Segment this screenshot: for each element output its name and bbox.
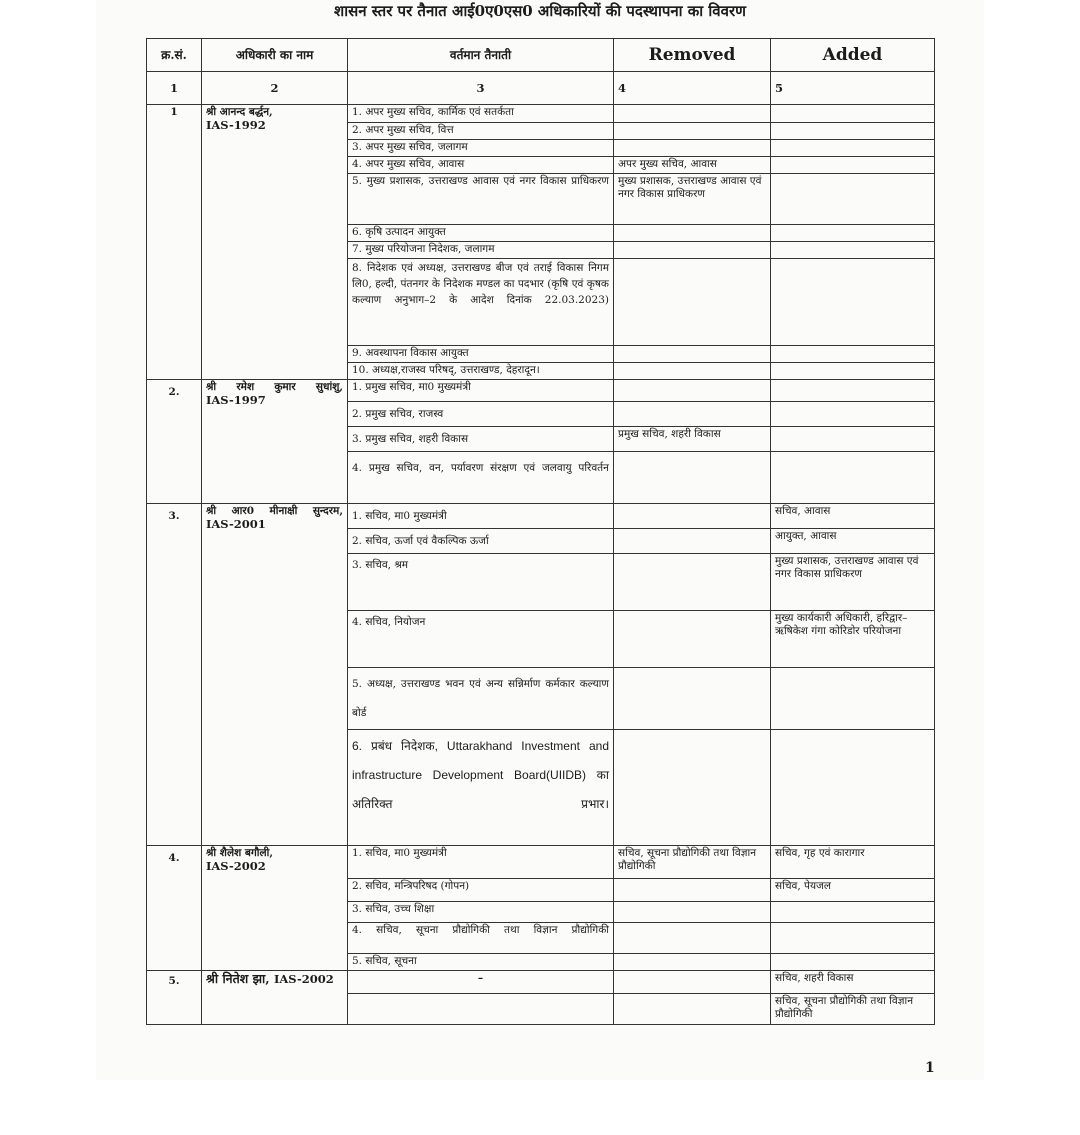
officer-batch: IAS-2002: [274, 972, 334, 986]
officer-batch: IAS-2001: [206, 517, 266, 531]
officer-batch: IAS-2002: [206, 859, 266, 873]
added-cell: [771, 452, 935, 504]
removed-cell: [614, 242, 771, 259]
table-row: [147, 105, 935, 123]
removed-cell: [614, 902, 771, 923]
current-posting: 3. सचिव, श्रम: [348, 554, 614, 611]
posting-table: [146, 38, 935, 1025]
current-posting: [348, 994, 614, 1025]
current-posting-text: 5. मुख्य प्रशासक, उत्तराखण्ड आवास एवं नगर विकास प्राधिकरण: [352, 175, 609, 187]
current-posting: [348, 730, 614, 846]
table-row: [147, 846, 935, 879]
removed-cell: [614, 225, 771, 242]
current-posting-text: 8. निदेशक एवं अध्यक्ष, उत्तराखण्ड बीज एवं तराई विकास निगम लि0, हल्दी, पंतनगर के निदेशक मण्डल का पदभार (कृषि एवं कृषक कल्याण अनुभाग–2 के आदेश दिनांक 22.03.2023): [352, 262, 609, 306]
added-cell: [771, 902, 935, 923]
current-posting: [348, 971, 614, 994]
current-posting: 3. प्रमुख सचिव, शहरी विकास: [348, 427, 614, 452]
current-posting: 1. अपर मुख्य सचिव, कार्मिक एवं सतर्कता: [348, 105, 614, 123]
added-cell: [771, 427, 935, 452]
removed-cell: [614, 140, 771, 157]
added-cell: सचिव, शहरी विकास: [771, 971, 935, 994]
header-added: Added: [771, 39, 935, 72]
added-cell: [771, 402, 935, 427]
added-cell: सचिव, गृह एवं कारागार: [771, 846, 935, 879]
added-cell: [771, 346, 935, 363]
current-posting: 7. मुख्य परियोजना निदेशक, जलागम: [348, 242, 614, 259]
added-cell: [771, 259, 935, 346]
current-posting: [348, 668, 614, 730]
current-posting: 2. सचिव, ऊर्जा एवं वैकल्पिक ऊर्जा: [348, 529, 614, 554]
officer-name: [202, 504, 348, 846]
officer-name: [202, 380, 348, 504]
removed-cell: [614, 668, 771, 730]
removed-cell: [614, 452, 771, 504]
added-cell: [771, 923, 935, 954]
removed-cell: [614, 529, 771, 554]
removed-cell: [614, 380, 771, 402]
current-posting-text: 5. अध्यक्ष, उत्तराखण्ड भवन एवं अन्य सन्निर्माण कर्मकार कल्याण बोर्ड: [352, 678, 609, 719]
current-posting: 2. प्रमुख सचिव, राजस्व: [348, 402, 614, 427]
current-posting: 2. सचिव, मन्त्रिपरिषद (गोपन): [348, 879, 614, 902]
column-number: 4: [614, 72, 771, 105]
added-cell: [771, 242, 935, 259]
table-row: [147, 380, 935, 402]
current-posting: 6. कृषि उत्पादन आयुक्त: [348, 225, 614, 242]
current-posting: 3. सचिव, उच्च शिक्षा: [348, 902, 614, 923]
current-posting: 1. सचिव, मा0 मुख्यमंत्री: [348, 846, 614, 879]
added-cell: [771, 954, 935, 971]
current-posting-text: 4. सचिव, सूचना प्रौद्योगिकी तथा विज्ञान प्रौद्योगिकी: [352, 924, 609, 936]
column-number: 3: [348, 72, 614, 105]
current-posting: 9. अवस्थापना विकास आयुक्त: [348, 346, 614, 363]
column-number-row: [147, 72, 935, 105]
officer-batch: IAS-1997: [206, 393, 266, 407]
column-number: 5: [771, 72, 935, 105]
header-row: [147, 39, 935, 72]
removed-cell: [614, 730, 771, 846]
current-posting: 1. प्रमुख सचिव, मा0 मुख्यमंत्री: [348, 380, 614, 402]
header-removed: Removed: [614, 39, 771, 72]
added-cell: सचिव, पेयजल: [771, 879, 935, 902]
removed-cell: [614, 105, 771, 123]
added-cell: [771, 123, 935, 140]
current-posting: 1. सचिव, मा0 मुख्यमंत्री: [348, 504, 614, 529]
removed-cell: [614, 954, 771, 971]
added-cell: [771, 225, 935, 242]
removed-cell: मुख्य प्रशासक, उत्तराखण्ड आवास एवं नगर विकास प्राधिकरण: [614, 174, 771, 225]
added-cell: आयुक्त, आवास: [771, 529, 935, 554]
removed-cell: [614, 363, 771, 380]
officer-name-text: श्री रमेश कुमार सुधांशु,: [206, 381, 343, 393]
officer-batch: IAS-1992: [206, 118, 266, 132]
officer-name-text: श्री शैलेश बगौली,: [206, 847, 273, 859]
removed-cell: [614, 611, 771, 668]
current-posting: 3. अपर मुख्य सचिव, जलागम: [348, 140, 614, 157]
removed-cell: [614, 554, 771, 611]
removed-cell: [614, 402, 771, 427]
column-number: 1: [147, 72, 202, 105]
added-cell: [771, 668, 935, 730]
added-cell: [771, 380, 935, 402]
current-posting: 4. सचिव, नियोजन: [348, 611, 614, 668]
removed-cell: अपर मुख्य सचिव, आवास: [614, 157, 771, 174]
added-cell: सचिव, सूचना प्रौद्योगिकी तथा विज्ञान प्रौद्योगिकी: [771, 994, 935, 1025]
added-cell: [771, 105, 935, 123]
page-number: 1: [925, 1060, 935, 1076]
removed-cell: [614, 994, 771, 1025]
officer-name-text: श्री आनन्द बर्द्धन,: [206, 106, 273, 118]
added-cell: [771, 174, 935, 225]
added-cell: सचिव, आवास: [771, 504, 935, 529]
current-posting: [348, 923, 614, 954]
header-officer-name: अधिकारी का नाम: [202, 39, 348, 72]
removed-cell: [614, 971, 771, 994]
removed-cell: [614, 879, 771, 902]
current-posting: [348, 174, 614, 225]
added-cell: [771, 363, 935, 380]
removed-cell: सचिव, सूचना प्रौद्योगिकी तथा विज्ञान प्रौद्योगिकी: [614, 846, 771, 879]
removed-cell: [614, 259, 771, 346]
empty-dash: –: [477, 972, 484, 984]
added-cell: [771, 730, 935, 846]
removed-cell: [614, 504, 771, 529]
added-cell: [771, 140, 935, 157]
document-title: शासन स्तर पर तैनात आई0ए0एस0 अधिकारियों की पदस्थापना का विवरण: [334, 2, 746, 20]
officer-name: [202, 971, 348, 1025]
removed-cell: [614, 123, 771, 140]
serial-number: 2.: [147, 380, 202, 504]
added-cell: [771, 157, 935, 174]
added-cell: मुख्य कार्यकारी अधिकारी, हरिद्वार–ऋषिकेश गंगा कोरिडोर परियोजना: [771, 611, 935, 668]
current-posting: 10. अध्यक्ष,राजस्व परिषद्, उत्तराखण्ड, देहरादून।: [348, 363, 614, 380]
serial-number: 3.: [147, 504, 202, 846]
column-number: 2: [202, 72, 348, 105]
added-cell: मुख्य प्रशासक, उत्तराखण्ड आवास एवं नगर विकास प्राधिकरण: [771, 554, 935, 611]
header-current-posting: वर्तमान तैनाती: [348, 39, 614, 72]
serial-number: 4.: [147, 846, 202, 971]
officer-name: [202, 846, 348, 971]
officer-name-text: श्री आर0 मीनाक्षी सुन्दरम,: [206, 505, 343, 517]
officer-name: [202, 105, 348, 380]
table-row: [147, 971, 935, 994]
current-posting-text: 6. प्रबंध निदेशक, Uttarakhand Investment and infrastructure Development Board(UIIDB) का अतिरिक्त प्रभार।: [352, 739, 609, 811]
serial-number: 5.: [147, 971, 202, 1025]
current-posting: 2. अपर मुख्य सचिव, वित्त: [348, 123, 614, 140]
removed-cell: प्रमुख सचिव, शहरी विकास: [614, 427, 771, 452]
officer-name-text: श्री नितेश झा,: [206, 971, 270, 986]
current-posting: 5. सचिव, सूचना: [348, 954, 614, 971]
current-posting: [348, 452, 614, 504]
current-posting: 4. अपर मुख्य सचिव, आवास: [348, 157, 614, 174]
removed-cell: [614, 923, 771, 954]
current-posting: [348, 259, 614, 346]
removed-cell: [614, 346, 771, 363]
header-serial: क्र.सं.: [147, 39, 202, 72]
table-row: [147, 504, 935, 529]
serial-number: 1: [147, 105, 202, 380]
current-posting-text: 4. प्रमुख सचिव, वन, पर्यावरण संरक्षण एवं जलवायु परिवर्तन: [352, 462, 609, 474]
